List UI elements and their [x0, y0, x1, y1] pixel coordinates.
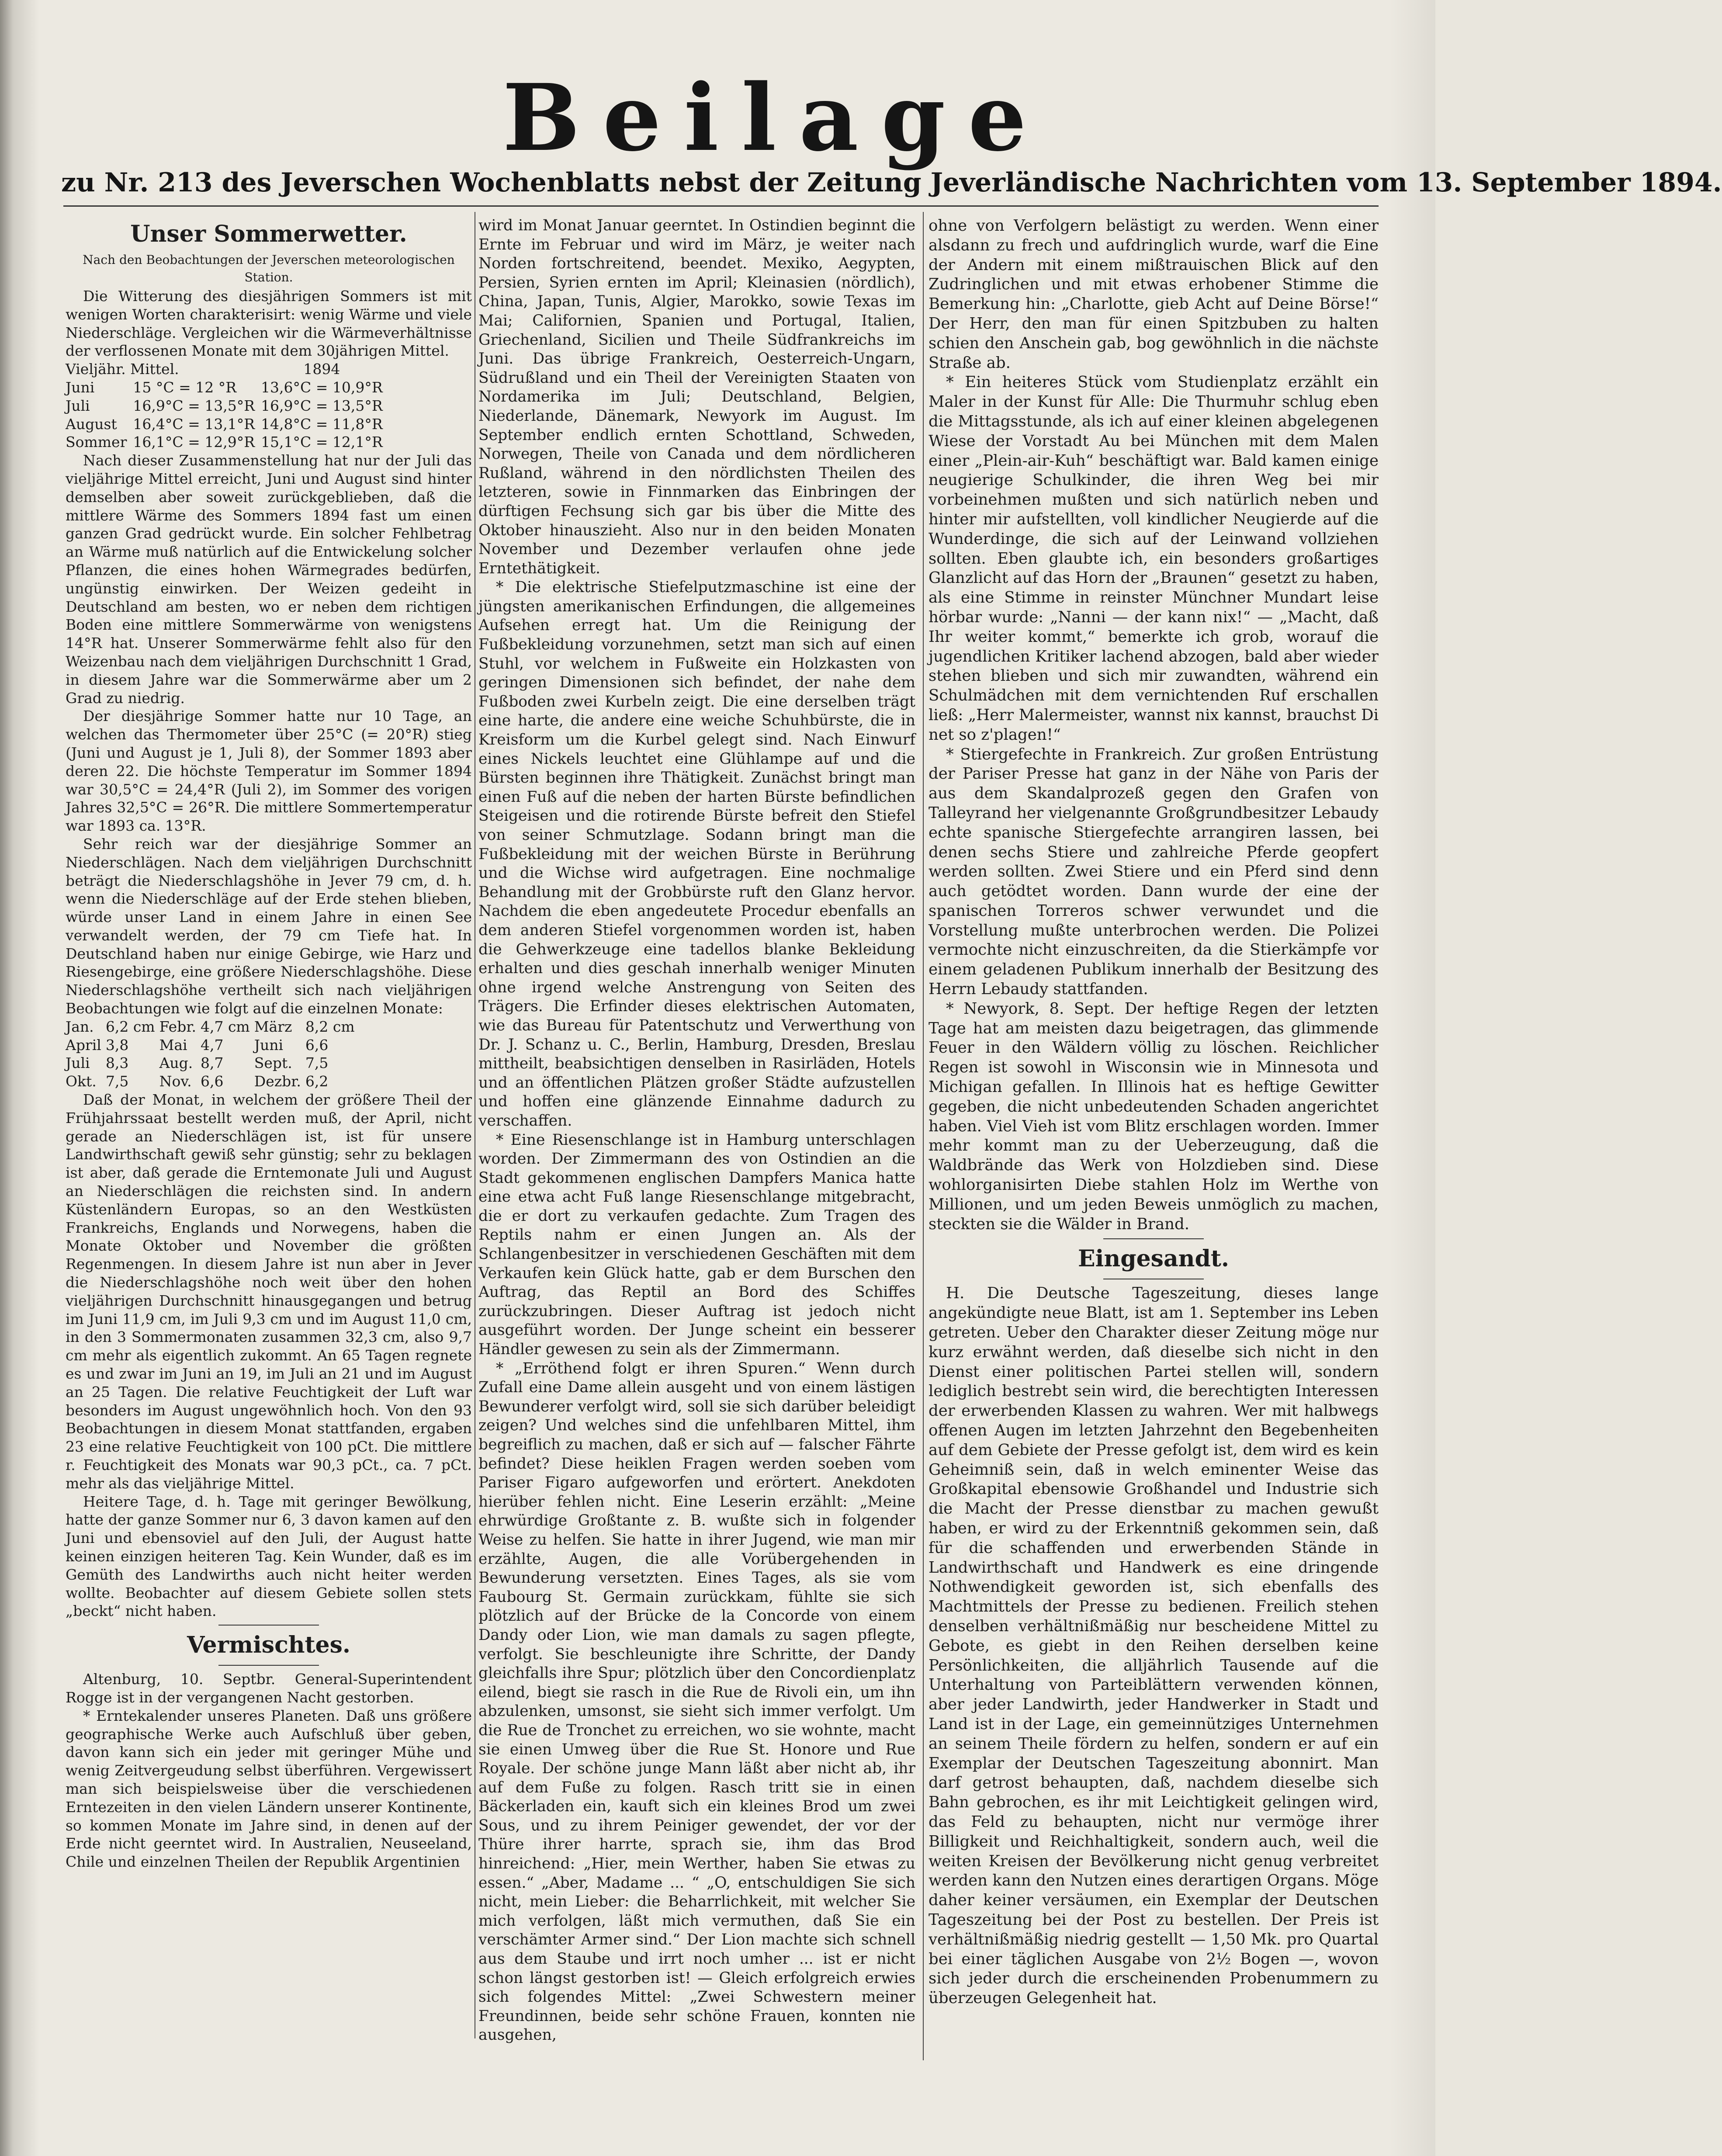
table-row	[66, 1018, 359, 1036]
table-cell: Aug.	[159, 1054, 193, 1072]
table-cell: 1894	[303, 360, 340, 378]
table-header-row	[66, 360, 389, 378]
article-paragraph: Der diesjährige Sommer hatte nur 10 Tage, an welchen das Thermometer über 25°C (= 20°R) stieg (Juni und August je 1, Juli 8), der Sommer 1893 aber deren 22. Die höchste Temperatur im Sommer 1894 war 30,5°C = 24,4°R (Juli 2), im Sommer des vorigen Jahres 32,5°C = 26°R. Die mittlere Sommertemperatur war 1893 ca. 13°R.	[66, 707, 472, 835]
table-cell: 8,2 cm	[305, 1018, 355, 1035]
column-3	[929, 216, 1379, 2038]
table-cell: Juli	[66, 1054, 90, 1072]
table-cell: 6,6	[305, 1036, 329, 1054]
table-row	[66, 415, 389, 433]
table-cell: 15,1°C = 12,1°R	[261, 433, 383, 451]
article-paragraph: * Die elektrische Stiefelputzmaschine ist eine der jüngsten amerikanischen Erfindungen, die allgemeines Aufsehen erregt hat. Um die Reinigung der Fußbekleidung vorzunehmen, setzt man sich auf einen Stuhl, vor welchem in Fußweite ein Holzkasten von geringen Dimensionen sich befindet, der nahe dem Fußboden zwei Kurbeln zeigt. Die eine derselben trägt eine harte, die andere eine weiche Schuhbürste, die in Kreisform um die Kurbel gelegt sind. Nach Einwurf eines Nickels leuchtet eine Glühlampe auf und die Bürsten beginnen ihre Thätigkeit. Zunächst bringt man einen Fuß auf die neben der harten Bürste befindlichen Steigeisen und die rotirende Bürste befreit den Stiefel von seiner Schmutzlage. Sodann bringt man die Fußbekleidung mit der weichen Bürste in Berührung und die Wichse wird aufgetragen. Eine nochmalige Behandlung mit der Grobbürste ruft den Glanz hervor. Nachdem die eben angedeutete Procedur ebenfalls an dem anderen Stiefel vorgenommen worden ist, haben die Gehwerkzeuge eine tadellos blanke Bekleidung erhalten und dies geschah innerhalb weniger Minuten ohne irgend welche Anstrengung von Seiten des Trägers. Die Erfinder dieses elektrischen Automaten, wie das Bureau für Patentschutz und Verwerthung von Dr. J. Schanz u. C., Berlin, Hamburg, Dresden, Breslau mittheilt, beabsichtigen denselben in Rasirläden, Hotels und an öffentlichen Plätzen großer Städte aufzustellen und hoffen eine glänzende Einnahme dadurch zu verschaffen.	[478, 579, 915, 1130]
table-cell: 7,5	[305, 1054, 329, 1072]
table-cell: 15 °C = 12 °R	[133, 378, 237, 396]
table-cell: 3,8	[105, 1036, 129, 1054]
column-2	[478, 216, 915, 2058]
section-divider	[1103, 1238, 1204, 1239]
table-cell: Mai	[159, 1036, 187, 1054]
article-paragraph: * „Erröthend folgt er ihren Spuren.“ Wenn durch Zufall eine Dame allein ausgeht und von einem lästigen Bewunderer verfolgt wird, soll sie sich darüber beleidigt zeigen? Und welches sind die unfehlbaren Mittel, ihm begreiflich zu machen, daß er sich auf — falscher Fährte befindet? Diese heiklen Fragen werden soeben vom Pariser Figaro aufgeworfen und erörtert. Anekdoten hierüber fehlen nicht. Eine Leserin erzählt: „Meine ehrwürdige Großtante z. B. wußte sich in folgender Weise zu helfen. Sie hatte in ihrer Jugend, wie man mir erzählte, Augen, die alle Vorübergehenden in Bewunderung versetzten. Eines Tages, als sie vom Faubourg St. Germain zurückkam, fühlte sie sich plötzlich auf der Brücke de la Concorde von einem Dandy oder Lion, wie man damals zu sagen pflegte, verfolgt. Sie beschleunigte ihre Schritte, der Dandy gleichfalls ihre Spur; plötzlich über den Concordienplatz eilend, biegt sie rasch in die Rue de Rivoli ein, um ihn abzulenken, umsonst, sie sieht sich immer verfolgt. Um die Rue de Tronchet zu erreichen, wo sie wohnte, macht sie einen Umweg über die Rue St. Honore und Rue Royale. Der schöne junge Mann läßt aber nicht ab, ihr auf dem Fuße zu folgen. Rasch tritt sie in einen Bäckerladen ein, kauft sich ein kleines Brod um zwei Sous, und zu ihrem Peiniger gewendet, der vor der Thüre ihrer harrte, sprach sie, ihm das Brod hinreichend: „Hier, mein Werther, haben Sie etwas zu essen.“ „Aber, Madame ... “ „O, entschuldigen Sie sich nicht, mein Lieber: die Beharrlichkeit, mit welcher Sie mich verfolgen, läßt mich vermuthen, daß Sie ein verschämter Armer sind.“ Der Lion machte sich schnell aus dem Staube und irrt noch umher ... ist er nicht schon längst gestorben ist! — Gleich erfolgreich erwies sich folgendes Mittel: „Zwei Schwestern meiner Freundinnen, beide sehr schöne Frauen, konnten nie ausgehen,	[478, 1359, 915, 2044]
rainfall-table	[66, 1018, 359, 1091]
article-paragraph: Die Witterung des diesjährigen Sommers ist mit wenigen Worten charakterisirt: wenig Wärme und viele Niederschläge. Vergleichen wir die Wärmeverhältnisse der verflossenen Monate mit dem 30jährigen Mittel.	[66, 288, 472, 360]
table-cell: Sept.	[254, 1054, 292, 1072]
table-cell: Juli	[66, 397, 90, 414]
section-divider	[218, 1665, 319, 1666]
article-paragraph: * Eine Riesenschlange ist in Hamburg unterschlagen worden. Der Zimmermann des von Ostindien an die Stadt gekommenen englischen Dampfers Manica hatte eine etwa acht Fuß lange Riesenschlange mitgebracht, die er dort zu verkaufen gedachte. Zum Tragen des Reptils nahm er einen Jungen an. Als der Schlangenbesitzer in verschiedenen Geschäften mit dem Verkaufen kein Glück hatte, gab er dem Burschen den Auftrag, das Reptil an Bord des Schiffes zurückzubringen. Dieser Auftrag ist jedoch nicht ausgeführt worden. Der Junge scheint ein besserer Händler gewesen zu sein als der Zimmermann.	[478, 1131, 915, 1359]
table-cell: 7,5	[105, 1073, 129, 1090]
article-paragraph: * Stiergefechte in Frankreich. Zur großen Entrüstung der Pariser Presse hat ganz in der Nähe von Paris der aus dem Skandalprozeß gegen den Grafen von Talleyrand her vielgenannte Großgrundbesitzer Lebaudy echte spanische Stiergefechte arrangiren lassen, bei denen sechs Stiere und zahlreiche Pferde geopfert werden sollten. Zwei Stiere und ein Pferd sind denn auch getödtet worden. Dann wurde der eine der spanischen Torreros schwer verwundet und die Vorstellung mußte unterbrochen werden. Die Polizei vermochte nicht einzuschreiten, da die Stierkämpfe vor einem geladenen Publikum innerhalb der Besitzung des Herrn Lebaudy stattfanden.	[929, 745, 1379, 998]
table-cell: Juni	[254, 1036, 284, 1054]
article-paragraph: * Erntekalender unseres Planeten. Daß uns größere geographische Werke auch Aufschluß über geben, davon kann sich ein jeder mit geringer Mühe und wenig Zeitvergeudung selbst überführen. Vergewissert man sich beispielsweise über die verschiedenen Erntezeiten in den vielen Ländern unserer Kontinente, so kommen Monate im Jahre sind, in denen auf der Erde nicht geerntet wird. In Australien, Neuseeland, Chile und einzelnen Theilen der Republik Argentinien	[66, 1707, 472, 1871]
table-cell: 16,1°C = 12,9°R	[133, 433, 255, 451]
table-cell: Okt.	[66, 1073, 97, 1090]
article-paragraph: Heitere Tage, d. h. Tage mit geringer Bewölkung, hatte der ganze Sommer nur 6, 3 davon kamen auf den Juni und ebensoviel auf den Juli, der August hatte keinen einzigen heiteren Tag. Kein Wunder, daß es im Gemüth des Landwirths auch nicht heiter werden wollte. Beobachter auf diesem Gebiete sollen stets „beckt“ nicht haben.	[66, 1493, 472, 1620]
table-row	[66, 1054, 359, 1072]
section-heading: Vermischtes.	[187, 1632, 351, 1659]
table-cell: Nov.	[159, 1073, 192, 1090]
table-cell: Vieljähr. Mittel.	[66, 360, 179, 378]
table-cell: August	[66, 415, 117, 433]
table-row	[66, 378, 389, 397]
table-cell: 13,6°C = 10,9°R	[261, 378, 383, 396]
table-cell: 14,8°C = 11,8°R	[261, 415, 383, 433]
article-paragraph: Sehr reich war der diesjährige Sommer an Niederschlägen. Nach dem vieljährigen Durchschnitt beträgt die Niederschlagshöhe in Jever 79 cm, d. h. wenn die Niederschläge auf der Erde stehen blieben, würde unser Land in einem Jahre in einen See verwandelt werden, der 79 cm Tiefe hat. In Deutschland haben nur einige Gebirge, wie Harz und Riesengebirge, eine größere Niederschlagshöhe. Diese Niederschlagshöhe vertheilt sich nach vieljährigen Beobachtungen wie folgt auf die einzelnen Monate:	[66, 835, 472, 1017]
table-cell: 8,3	[105, 1054, 129, 1072]
header-rule	[63, 205, 1379, 207]
article-heading: Unser Sommerwetter.	[130, 221, 407, 247]
temperature-table	[66, 360, 389, 451]
article-paragraph: * Newyork, 8. Sept. Der heftige Regen der letzten Tage hat am meisten dazu beigetragen, das glimmende Feuer in den Wäldern völlig zu löschen. Reichlicher Regen ist sowohl in Wisconsin wie in Minnesota und Michigan gefallen. In Illinois hat es heftige Gewitter gegeben, die nicht unbedeutenden Schaden angerichtet haben. Viel Vieh ist vom Blitz erschlagen worden. Immer mehr kommt man zu der Ueberzeugung, daß die Waldbrände das Werk von Holzdieben sind. Diese wohlorganisirten Diebe stahlen Holz im Werthe von Millionen, und um jeden Beweis unmöglich zu machen, steckten sie die Wälder in Brand.	[929, 999, 1379, 1233]
article-paragraph: * Ein heiteres Stück vom Studienplatz erzählt ein Maler in der Kunst für Alle: Die Thurmuhr schlug eben die Mittagsstunde, als ich auf einer kleinen abgelegenen Wiese der Vorstadt Au bei München mit dem Malen einer „Plein-air-Kuh“ beschäftigt war. Bald kamen einige neugierige Schulkinder, die ihren Weg bei mir vorbeinehmen mußten und sich natürlich neben und hinter mir aufstellten, voll kindlicher Neugierde auf die Wunderdinge, die sich auf der Leinwand vollziehen sollten. Eben glaubte ich, ein besonders großartiges Glanzlicht auf das Horn der „Braunen“ gesetzt zu haben, als eine Stimme in reinster Münchner Mundart leise hörbar wurde: „Nanni — der kann nix!“ — „Macht, daß Ihr weiter kommt,“ bemerkte ich grob, worauf die jugendlichen Kritiker lachend abzogen, bald aber wieder stehen blieben und sich mir zuwandten, während ein Schulmädchen mit dem vernichtenden Ruf erschallen ließ: „Herr Malermeister, wannst nix kannst, brauchst Di net so z'plagen!“	[929, 373, 1379, 744]
section-divider	[218, 1625, 319, 1626]
table-cell: Sommer	[66, 433, 127, 451]
issue-subtitle: zu Nr. 213 des Jeverschen Wochenblatts nebst der Zeitung Jeverländische Nachrichten vom 13. September 1894.	[61, 167, 1722, 198]
article-paragraph: Altenburg, 10. Septbr. General-Superintendent Rogge ist in der vergangenen Nacht gestorben.	[66, 1671, 472, 1706]
table-cell: 4,7 cm	[200, 1018, 250, 1035]
table-cell: 16,9°C = 13,5°R	[261, 397, 383, 414]
table-cell: 6,6	[200, 1073, 224, 1090]
table-cell: 16,9°C = 13,5°R	[133, 397, 255, 414]
article-paragraph: wird im Monat Januar geerntet. In Ostindien beginnt die Ernte im Februar und wird im März, je weiter nach Norden fortschreitend, beendet. Mexiko, Aegypten, Persien, Syrien ernten im April; Kleinasien (nördlich), China, Japan, Tunis, Algier, Marokko, sowie Texas im Mai; Californien, Spanien und Portugal, Italien, Griechenland, Sicilien und Theile Südfrankreichs im Juni. Das übrige Frankreich, Oesterreich-Ungarn, Südrußland und ein Theil der Vereinigten Staaten von Nordamerika im Juli; Deutschland, Belgien, Niederlande, Dänemark, Newyork im August. Im September endlich ernten Schottland, Schweden, Norwegen, Theile von Canada und dem nördlicheren Rußland, während in den nördlichsten Theilen des letzteren, sowie in Finnmarken das Einbringen der dürftigen Fechsung sich gar bis über die Mitte des Oktober hinauszieht. Also nur in den beiden Monaten November und Dezember verlaufen ohne jede Erntethätigkeit.	[478, 217, 915, 577]
table-cell: Dezbr.	[254, 1073, 301, 1090]
column-1	[66, 216, 472, 1945]
article-paragraph: Nach dieser Zusammenstellung hat nur der Juli das vieljährige Mittel erreicht, Juni und August sind hinter demselben aber soweit zurückgeblieben, daß die mittlere Wärme des Sommers 1894 fast um einen ganzen Grad gedrückt wurde. Ein solcher Fehlbetrag an Wärme muß natürlich auf die Entwickelung solcher Pflanzen, die eines hohen Wärmegrades bedürfen, ungünstig einwirken. Der Weizen gedeiht in Deutschland am besten, wo er neben dem richtigen Boden eine mittlere Sommerwärme von wenigstens 14°R hat. Unserer Sommerwärme fehlt also für den Weizenbau nach dem vieljährigen Durchschnitt 1 Grad, in diesem Jahre war die Sommerwärme aber um 2 Grad zu niedrig.	[66, 452, 472, 707]
table-cell: Juni	[66, 378, 95, 396]
table-row	[66, 1036, 359, 1054]
table-row	[66, 1072, 359, 1091]
table-cell: 8,7	[200, 1054, 224, 1072]
table-cell: 6,2 cm	[105, 1018, 155, 1035]
article-source-note: Nach den Beobachtungen der Jeverschen meteorologischen Station.	[83, 253, 455, 284]
table-cell: Febr.	[159, 1018, 196, 1035]
article-paragraph: ohne von Verfolgern belästigt zu werden. Wenn einer alsdann zu frech und aufdringlich wurde, warf die Eine der Andern mit einem mißtrauischen Blick auf den Zudringlichen und mit etwas erhobener Stimme die Bemerkung hin: „Charlotte, gieb Acht auf Deine Börse!“ Der Herr, den man für einen Spitzbuben zu halten schien den Anschein gab, bog gewöhnlich in die nächste Straße ab.	[929, 217, 1379, 372]
column-divider	[923, 212, 924, 2060]
article-paragraph: H. Die Deutsche Tageszeitung, dieses lange angekündigte neue Blatt, ist am 1. September ins Leben getreten. Ueber den Charakter dieser Zeitung möge nur kurz erwähnt werden, daß dieselbe sich nicht in den Dienst einer politischen Partei stellen will, sondern lediglich bestrebt sein wird, die berechtigten Interessen der erwerbenden Klassen zu wahren. Wer mit halbwegs offenen Augen im letzten Jahrzehnt den Begebenheiten auf dem Gebiete der Presse gefolgt ist, dem wird es kein Geheimniß sein, daß in welch eminenter Weise das Großkapital ebensowie Großhandel und Industrie sich die Macht der Presse dienstbar zu machen gewußt haben, er wird zu der Erkenntniß gekommen sein, daß für die schaffenden und erwerbenden Stände in Landwirthschaft und Handwerk es eine dringende Nothwendigkeit geworden ist, sich ebenfalls des Machtmittels der Presse zu bedienen. Freilich stehen denselben verhältnißmäßig nur bescheidene Mittel zu Gebote, es giebt in den Reihen derselben keine Persönlichkeiten, die alljährlich Tausende auf die Unterhaltung von Parteiblättern verwenden können, aber jeder Landwirth, jeder Handwerker in Stadt und Land ist in der Lage, ein gemeinnütziges Unternehmen an seinem Theile fördern zu helfen, sondern er auf ein Exemplar der Deutschen Tageszeitung abonnirt. Man darf getrost behaupten, daß, nachdem dieselbe sich Bahn gebrochen, es ihr mit Leichtigkeit gelingen wird, das Feld zu behaupten, nicht nur vermöge ihrer Billigkeit und Reichhaltigkeit, sondern auch, weil die weiten Kreisen der Bevölkerung nicht genug verbreitet werden kann den Nutzen eines derartigen Organs. Möge daher keiner versäumen, ein Exemplar der Deutschen Tageszeitung bei der Post zu bestellen. Der Preis ist verhältnißmäßig niedrig gestellt — 1,50 Mk. pro Quartal bei einer täglichen Ausgabe von 2½ Bogen —, wovon sich jeder durch die erscheinenden Probenummern zu überzeugen Gelegenheit hat.	[929, 1284, 1379, 2007]
table-cell: Jan.	[66, 1018, 94, 1035]
article-paragraph: Daß der Monat, in welchem der größere Theil der Frühjahrssaat bestellt werden muß, der April, nicht gerade an Niederschlägen ist, ist für unsere Landwirthschaft gewiß sehr günstig; sehr zu beklagen ist aber, daß gerade die Erntemonate Juli und August an Niederschlägen die reichsten sind. In andern Küstenländern Europas, so an den Westküsten Frankreichs, Englands und Norwegens, haben die Monate Oktober und November die größten Regenmengen. In diesem Jahre ist nun aber in Jever die Niederschlagshöhe noch weit über den hohen vieljährigen Durchschnitt hinausgegangen und betrug im Juni 11,9 cm, im Juli 9,3 cm und im August 11,0 cm, in den 3 Sommermonaten zusammen 32,3 cm, also 9,7 cm mehr als eigentlich zukommt. An 65 Tagen regnete es und zwar im Juni an 19, im Juli an 21 und im August an 25 Tagen. Die relative Feuchtigkeit der Luft war besonders im August ungewöhnlich hoch. Von den 93 Beobachtungen in diesem Monat stattfanden, ergaben 23 eine relative Feuchtigkeit von 100 pCt. Die mittlere r. Feuchtigkeit des Monats war 90,3 pCt., ca. 7 pCt. mehr als das vieljährige Mittel.	[66, 1091, 472, 1492]
table-cell: 16,4°C = 13,1°R	[133, 415, 255, 433]
table-cell: 4,7	[200, 1036, 224, 1054]
table-cell: 6,2	[305, 1073, 329, 1090]
table-row	[66, 433, 389, 451]
section-heading: Eingesandt.	[1078, 1245, 1229, 1272]
masthead-title: Beilage	[502, 64, 1050, 172]
table-row	[66, 397, 389, 415]
table-cell: März	[254, 1018, 292, 1035]
table-cell: April	[66, 1036, 101, 1054]
